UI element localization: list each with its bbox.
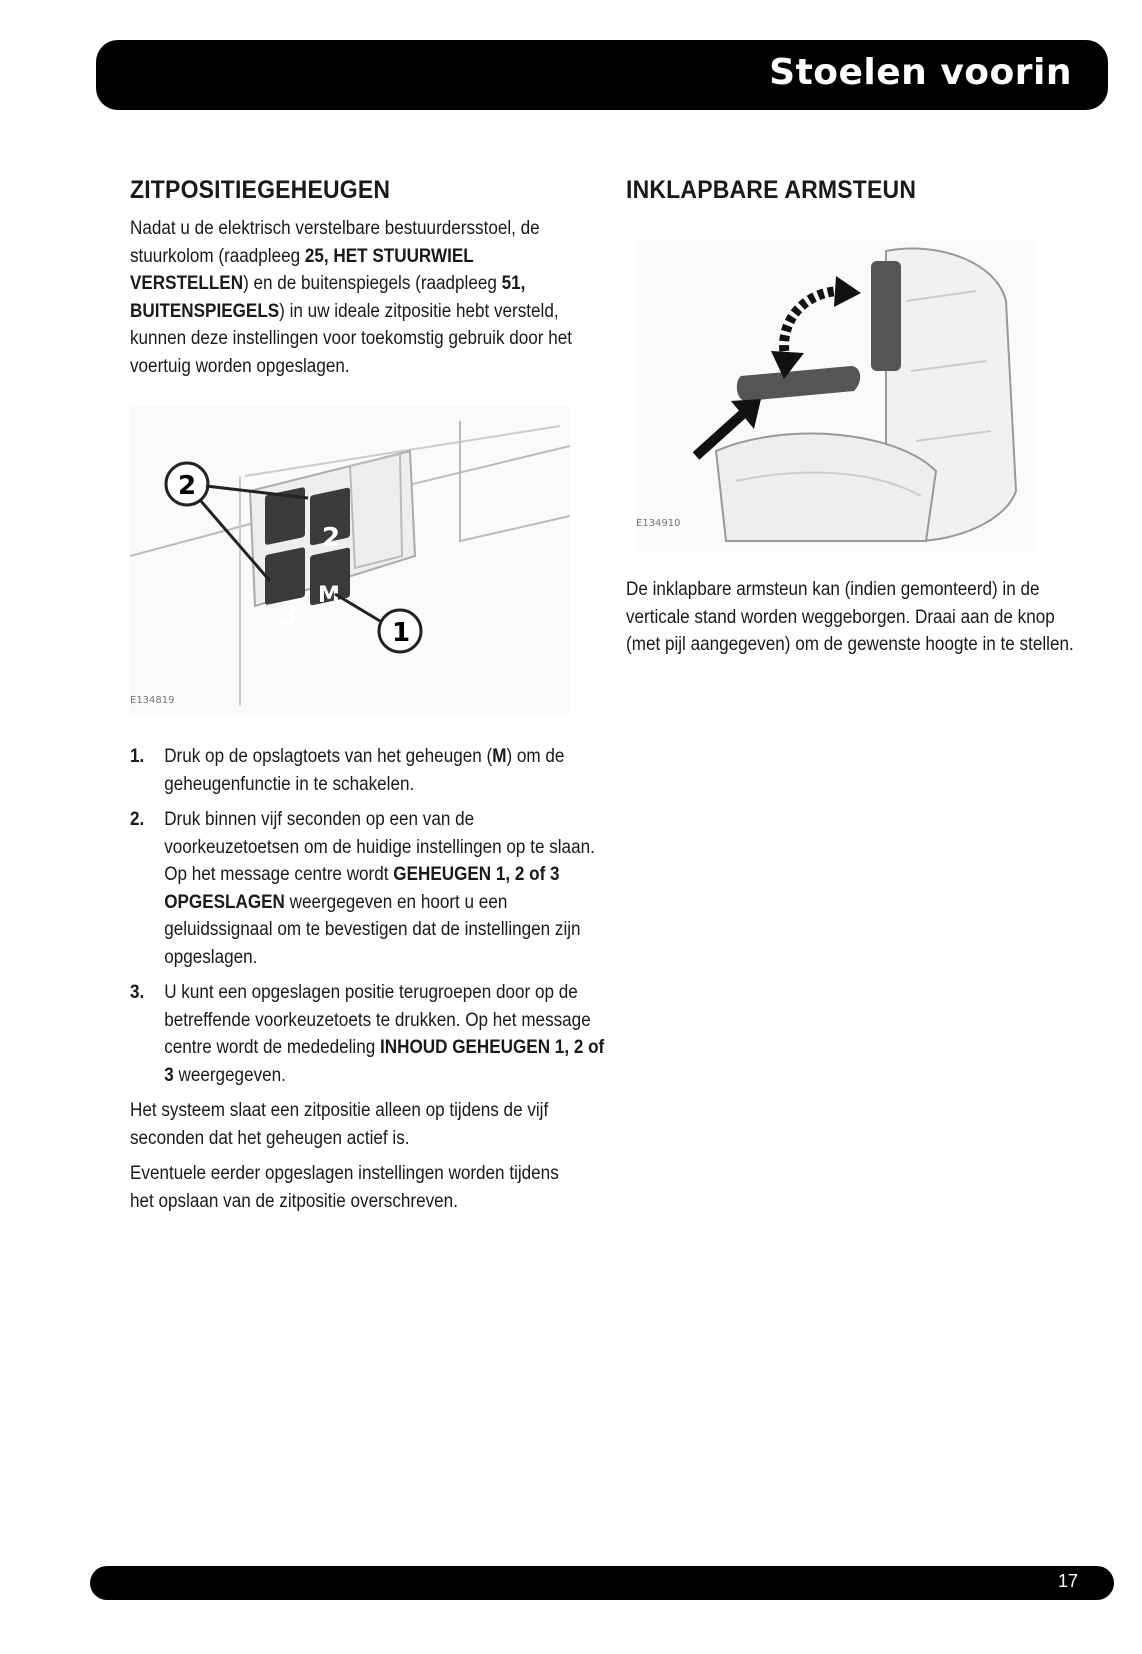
figure-code: E134819 <box>130 695 175 706</box>
memory-buttons-illustration <box>130 406 570 716</box>
svg-text:2: 2 <box>322 523 341 553</box>
intro-paragraph: Nadat u de elektrisch verstelbare bestuurdersstoel, de stuurkolom (raadpleeg 25, HET STUURWIEL VERSTELLEN) en de buitenspiegels (raadpleeg 51, BUITENSPIEGELS) in uw ideale zitpositie hebt versteld, kunnen deze instellingen voor toekomstig gebruik door het voertuig worden opgeslagen. <box>130 218 573 377</box>
armrest-illustration <box>636 241 1036 551</box>
overwrite-note: Eventuele eerder opgeslagen instellingen worden tijdens het opslaan van de zitpositie overschreven. <box>130 1163 559 1212</box>
armrest-upright <box>871 261 901 371</box>
cross-reference-steering[interactable]: 25, HET STUURWIEL VERSTELLEN <box>130 245 474 294</box>
section-heading-memory: ZITPOSITIEGEHEUGEN <box>130 176 391 204</box>
right-column <box>626 176 1076 667</box>
list-item: 1. Druk op de opslagtoets van het geheugen (M) om de geheugenfunctie in te schakelen. <box>130 746 565 795</box>
page-title: Stoelen voorin <box>769 52 1072 93</box>
left-column <box>130 176 605 1223</box>
list-item: 2. Druk binnen vijf seconden op een van de voorkeuzetoetsen om de huidige instellingen op te slaan. Op het message centre wordt GEHEUGEN 1, 2 of 3 OPGESLAGEN weergegeven en hoort u een geluidssignaal om te bevestigen dat de instellingen zijn opgeslagen. <box>130 809 595 968</box>
steps-list <box>130 743 605 1089</box>
figure-code: E134910 <box>636 518 681 529</box>
cross-reference-mirrors[interactable]: 51, BUITENSPIEGELS <box>130 273 526 322</box>
armrest-paragraph: De inklapbare armsteun kan (indien gemonteerd) in de verticale stand worden weggeborgen. Draai aan de knop (met pijl aangegeven) om de gewenste hoogte in te stellen. <box>626 579 1074 655</box>
svg-text:1: 1 <box>392 618 411 648</box>
footer-bar <box>90 1566 1114 1600</box>
header-bar <box>96 40 1108 110</box>
svg-text:M: M <box>318 583 340 608</box>
svg-text:3: 3 <box>280 601 299 631</box>
memory-active-note: Het systeem slaat een zitpositie alleen op tijdens de vijf seconden dat het geheugen actief is. <box>130 1100 549 1149</box>
list-item: 3. U kunt een opgeslagen positie terugroepen door op de betreffende voorkeuzetoets te drukken. Op het message centre wordt de mededeling INHOUD GEHEUGEN 1, 2 of 3 weergegeven. <box>130 982 605 1086</box>
page-number: 17 <box>1057 1571 1078 1591</box>
svg-text:2: 2 <box>178 471 197 501</box>
section-heading-armrest: INKLAPBARE ARMSTEUN <box>626 176 917 204</box>
